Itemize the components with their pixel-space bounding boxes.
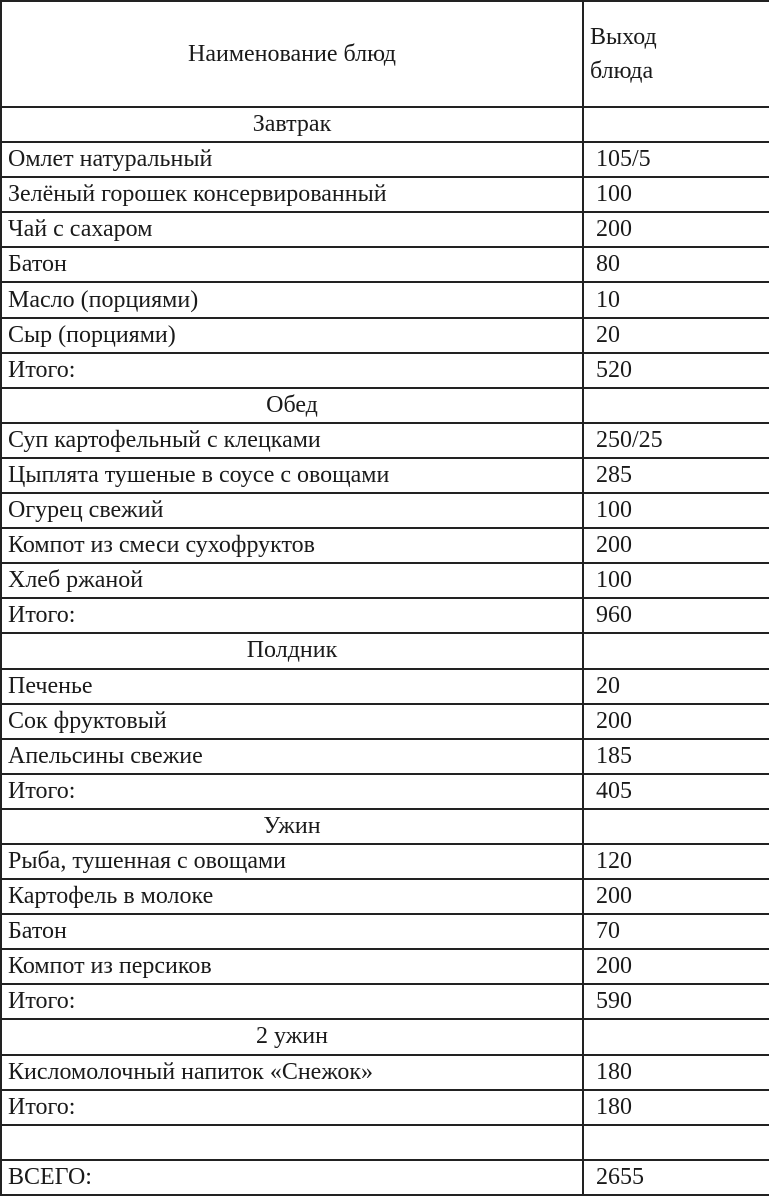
section-title: Обед: [1, 388, 583, 423]
dish-name: Рыба, тушенная с овощами: [1, 844, 583, 879]
dish-name-column-header: Наименование блюд: [1, 1, 583, 107]
dish-yield: 80: [583, 247, 769, 282]
blank-cell: [583, 1125, 769, 1160]
section-total-row: [1, 598, 769, 633]
section-header-row: [1, 809, 769, 844]
section-title: Полдник: [1, 633, 583, 668]
dish-name: Батон: [1, 247, 583, 282]
table-row: [1, 669, 769, 704]
dish-name: Масло (порциями): [1, 282, 583, 317]
section-header-row: [1, 388, 769, 423]
grand-total-row: [1, 1160, 769, 1195]
grand-total-value: 2655: [583, 1160, 769, 1195]
total-label: Итого:: [1, 984, 583, 1019]
section-yield-empty: [583, 809, 769, 844]
section-total-row: [1, 984, 769, 1019]
table-row: [1, 282, 769, 317]
section-title: Ужин: [1, 809, 583, 844]
dish-name: Компот из смеси сухофруктов: [1, 528, 583, 563]
table-row: [1, 493, 769, 528]
dish-yield: 100: [583, 493, 769, 528]
yield-header-line1: Выход: [590, 24, 657, 50]
table-row: [1, 844, 769, 879]
table-row: [1, 563, 769, 598]
table-row: [1, 879, 769, 914]
dish-yield: 10: [583, 282, 769, 317]
dish-yield: 200: [583, 949, 769, 984]
dish-yield: 100: [583, 177, 769, 212]
table-row: [1, 528, 769, 563]
table-row: [1, 247, 769, 282]
table-row: [1, 318, 769, 353]
dish-name: Чай с сахаром: [1, 212, 583, 247]
table-row: [1, 739, 769, 774]
table-row: [1, 458, 769, 493]
dish-name: Картофель в молоке: [1, 879, 583, 914]
section-yield-empty: [583, 1019, 769, 1054]
dish-yield: 185: [583, 739, 769, 774]
dish-yield: 70: [583, 914, 769, 949]
blank-row: [1, 1125, 769, 1160]
table-row: [1, 177, 769, 212]
table-row: [1, 704, 769, 739]
section-total-row: [1, 353, 769, 388]
total-value: 405: [583, 774, 769, 809]
dish-yield: 20: [583, 318, 769, 353]
dish-yield: 120: [583, 844, 769, 879]
dish-yield: 200: [583, 704, 769, 739]
dish-name: Омлет натуральный: [1, 142, 583, 177]
dish-name: Цыплята тушеные в соусе с овощами: [1, 458, 583, 493]
table-row: [1, 914, 769, 949]
section-header-row: [1, 1019, 769, 1054]
total-value: 180: [583, 1090, 769, 1125]
section-header-row: [1, 107, 769, 142]
dish-yield: 100: [583, 563, 769, 598]
dish-yield: 285: [583, 458, 769, 493]
dish-yield: 180: [583, 1055, 769, 1090]
section-yield-empty: [583, 633, 769, 668]
dish-name: Суп картофельный с клецками: [1, 423, 583, 458]
table-row: [1, 142, 769, 177]
dish-name: Компот из персиков: [1, 949, 583, 984]
dish-name: Сок фруктовый: [1, 704, 583, 739]
dish-yield: 200: [583, 212, 769, 247]
dish-yield: 200: [583, 879, 769, 914]
section-total-row: [1, 774, 769, 809]
dish-yield: 200: [583, 528, 769, 563]
dish-yield-column-header: [583, 1, 769, 107]
dish-name: Батон: [1, 914, 583, 949]
total-value: 520: [583, 353, 769, 388]
table-row: [1, 423, 769, 458]
table-row: [1, 949, 769, 984]
blank-cell: [1, 1125, 583, 1160]
dish-yield: 250/25: [583, 423, 769, 458]
dish-name: Зелёный горошек консервированный: [1, 177, 583, 212]
total-label: Итого:: [1, 353, 583, 388]
section-header-row: [1, 633, 769, 668]
yield-header-line2: блюда: [590, 58, 654, 84]
dish-name: Хлеб ржаной: [1, 563, 583, 598]
table-header-row: [1, 1, 769, 107]
total-label: Итого:: [1, 598, 583, 633]
menu-body: [1, 107, 769, 1195]
dish-name: Апельсины свежие: [1, 739, 583, 774]
section-title: Завтрак: [1, 107, 583, 142]
section-yield-empty: [583, 388, 769, 423]
dish-name: Кисломолочный напиток «Снежок»: [1, 1055, 583, 1090]
table-row: [1, 1055, 769, 1090]
section-yield-empty: [583, 107, 769, 142]
dish-name: Печенье: [1, 669, 583, 704]
total-label: Итого:: [1, 774, 583, 809]
section-title: 2 ужин: [1, 1019, 583, 1054]
total-label: Итого:: [1, 1090, 583, 1125]
total-value: 590: [583, 984, 769, 1019]
dish-name: Огурец свежий: [1, 493, 583, 528]
dish-yield: 20: [583, 669, 769, 704]
section-total-row: [1, 1090, 769, 1125]
dish-yield: 105/5: [583, 142, 769, 177]
grand-total-label: ВСЕГО:: [1, 1160, 583, 1195]
dish-name: Сыр (порциями): [1, 318, 583, 353]
table-row: [1, 212, 769, 247]
total-value: 960: [583, 598, 769, 633]
